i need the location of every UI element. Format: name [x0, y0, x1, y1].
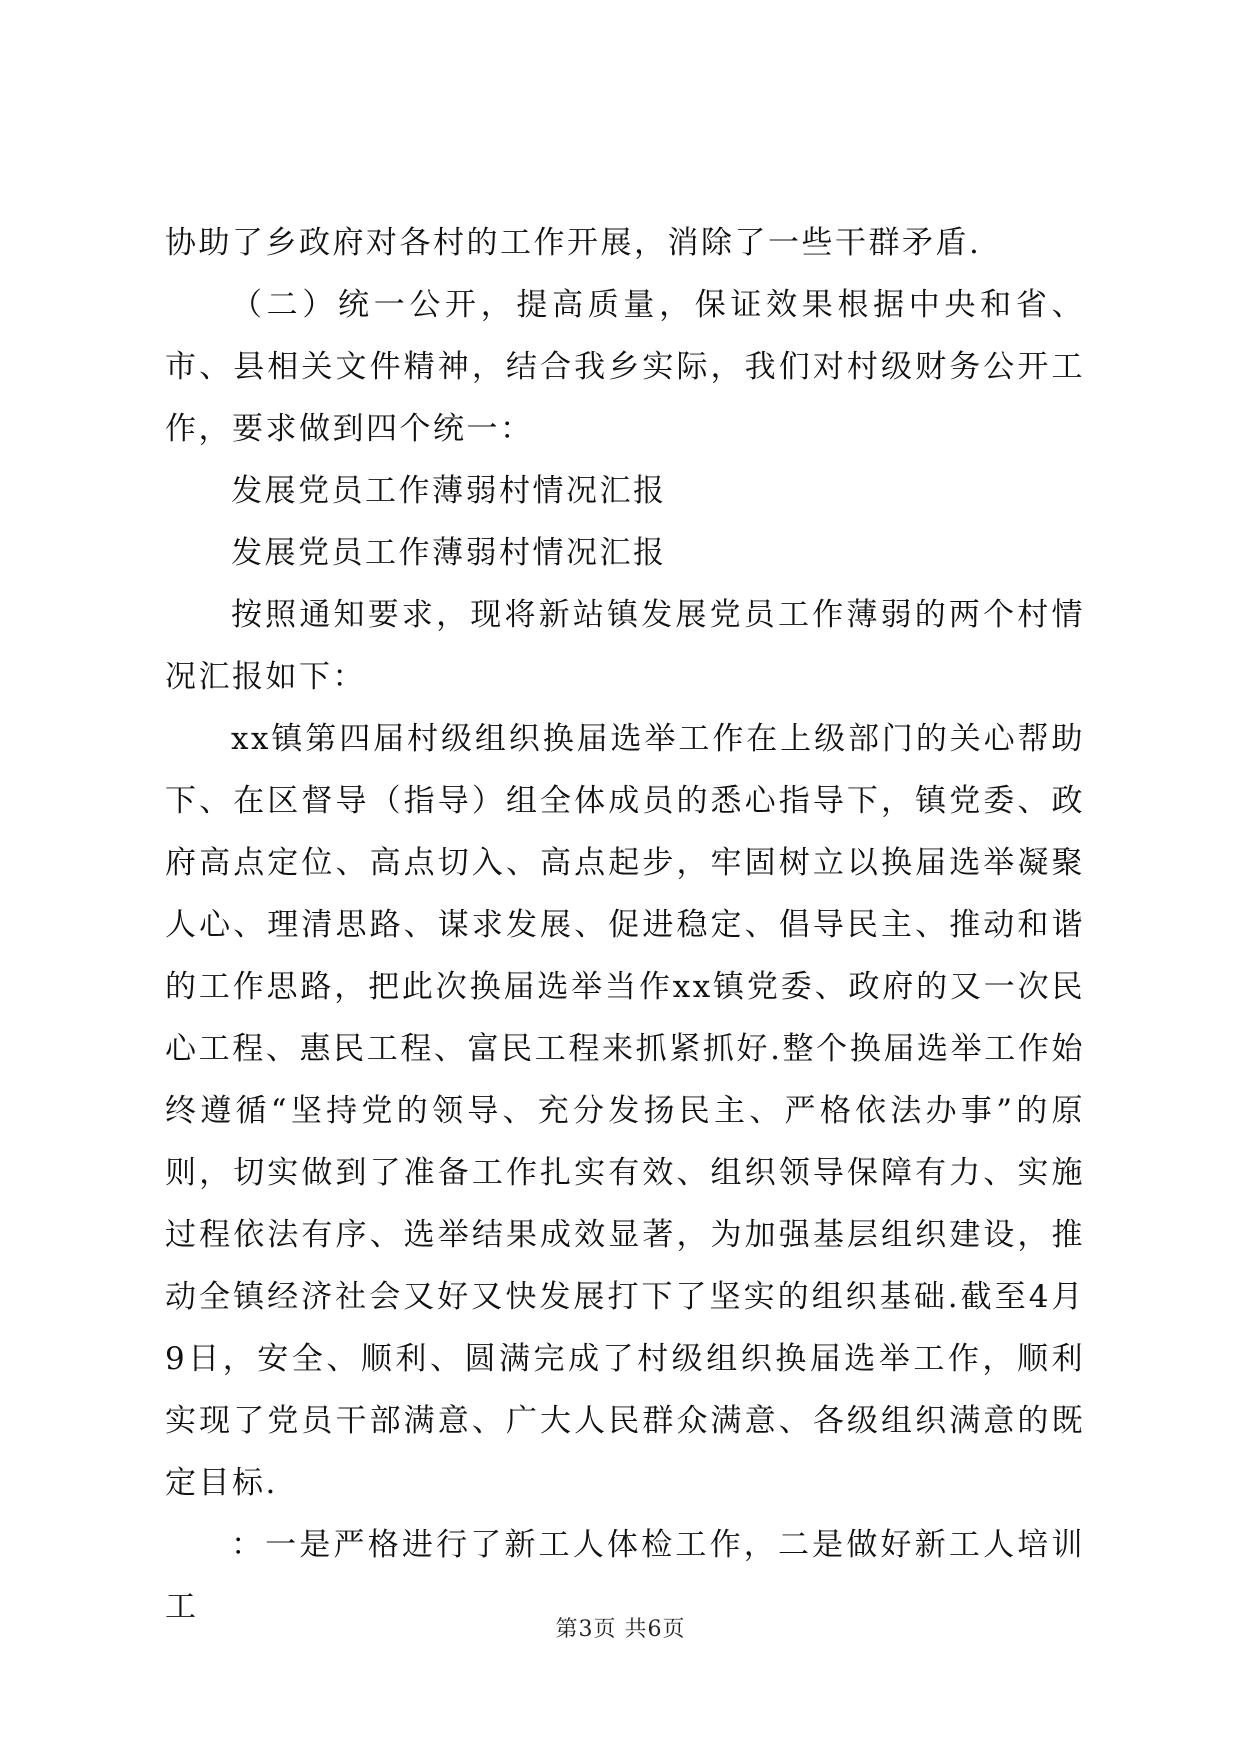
- paragraph-heading-2: 发展党员工作薄弱村情况汇报: [231, 535, 667, 571]
- paragraph-new-workers: ：一是严格进行了新工人体检工作，二是做好新工人培训工: [165, 1527, 1085, 1625]
- paragraph-continuation: 协助了乡政府对各村的工作开展，消除了一些干群矛盾.: [165, 225, 982, 261]
- paragraph-notice: 按照通知要求，现将新站镇发展党员工作薄弱的两个村情况汇报如下：: [165, 597, 1085, 695]
- page-number-footer: 第3页 共6页: [555, 1617, 686, 1642]
- document-body: [165, 212, 1085, 1638]
- paragraph-election-report: xx镇第四届村级组织换届选举工作在上级部门的关心帮助下、在区督导（指导）组全体成员的悉心指导下，镇党委、政府高点定位、高点切入、高点起步，牢固树立以换届选举凝聚人心、理清思路、谋求发展、促进稳定、倡导民主、推动和谐的工作思路，把此次换届选举当作xx镇党委、政府的又一次民心工程、惠民工程、富民工程来抓紧抓好.整个换届选举工作始终遵循“坚持党的领导、充分发扬民主、严格依法办事”的原则，切实做到了准备工作扎实有效、组织领导保障有力、实施过程依法有序、选举结果成效显著，为加强基层组织建设，推动全镇经济社会又好又快发展打下了坚实的组织基础.截至4月9日，安全、顺利、圆满完成了村级组织换届选举工作，顺利实现了党员干部满意、广大人民群众满意、各级组织满意的既定目标.: [165, 721, 1085, 1501]
- paragraph-section-two: （二）统一公开，提高质量，保证效果根据中央和省、市、县相关文件精神，结合我乡实际，我们对村级财务公开工作，要求做到四个统一：: [165, 287, 1085, 447]
- paragraph-heading-1: 发展党员工作薄弱村情况汇报: [231, 473, 667, 509]
